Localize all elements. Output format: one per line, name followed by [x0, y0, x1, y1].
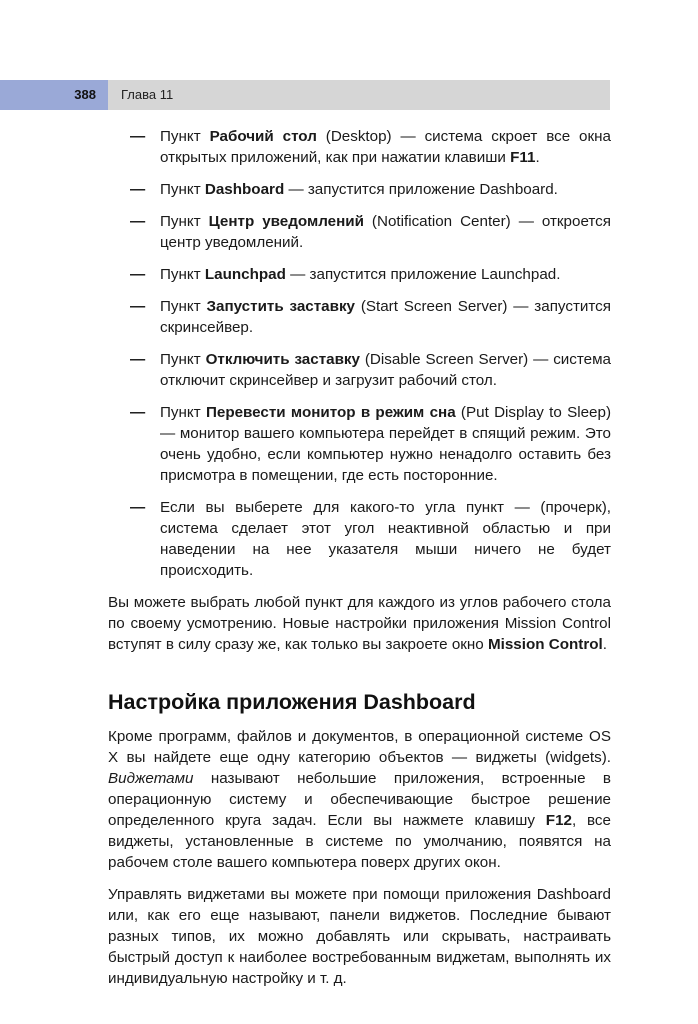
list-item: — Пункт Отключить заставку (Disable Screen Server) — система отключит скринсейвер и загрузит рабочий стол. — [130, 351, 611, 389]
dash-bullet: — — [130, 128, 146, 145]
dash-bullet: — — [130, 404, 146, 421]
dash-bullet: — — [130, 266, 146, 283]
dash-bullet: — — [130, 298, 146, 315]
list-item: — Пункт Launchpad — запустится приложение Launchpad. — [130, 266, 561, 283]
running-header — [0, 80, 610, 110]
page-number-box — [0, 80, 108, 110]
list-item: — Пункт Рабочий стол (Desktop) — система скроет все окна открытых приложений, как при нажатии клавиши F11. — [130, 128, 611, 166]
list-item: — Пункт Dashboard — запустится приложение Dashboard. — [130, 181, 558, 198]
paragraph-widgets-intro: Кроме программ, файлов и документов, в операционной системе OS X вы найдете еще одну категорию объектов — виджеты (widgets). Виджетами называют небольшие приложения, встроенные в операционную систему и обеспечивающие быстрое решение определенного круга задач. Если вы нажмете клавишу F12, все виджеты, установленные в системе по умолчанию, появятся на рабочем столе вашего компьютера поверх других окон. — [108, 728, 611, 871]
dash-bullet: — — [130, 181, 146, 198]
dash-bullet: — — [130, 213, 146, 230]
page-body — [108, 126, 611, 989]
page-number: 388 — [74, 87, 96, 102]
list-item: — Пункт Центр уведомлений (Notification Center) — откроется центр уведомлений. — [130, 213, 611, 251]
chapter-label: Глава 11 — [121, 87, 174, 102]
dash-bullet: — — [130, 499, 146, 516]
hot-corner-options-list — [108, 126, 611, 581]
list-item: — Пункт Запустить заставку (Start Screen Server) — запустится скринсейвер. — [130, 298, 611, 336]
list-item: — Если вы выберете для какого-то угла пункт — (прочерк), система сделает этот угол неактивной областью и при наведении на нее указателя мыши ничего не будет происходить. — [130, 499, 611, 579]
dash-bullet: — — [130, 351, 146, 368]
paragraph-mission-control: Вы можете выбрать любой пункт для каждого из углов рабочего стола по своему усмотрению. Новые настройки приложения Mission Control вступят в силу сразу же, как только вы закроете окно Mission Control. — [108, 594, 611, 653]
list-item: — Пункт Перевести монитор в режим сна (Put Display to Sleep) — монитор вашего компьютера перейдет в спящий режим. Это очень удобно, если компьютер нужно ненадолго оставить без присмотра в помещении, где есть посторонние. — [130, 404, 611, 484]
section-title: Настройка приложения Dashboard — [108, 690, 476, 714]
paragraph-dashboard-usage: Управлять виджетами вы можете при помощи приложения Dashboard или, как его еще называют, панели виджетов. Последние бывают разных типов, их можно добавлять или скрывать, настраивать быстрый доступ к наиболее востребованным виджетам, выполнять их индивидуальную настройку и т. д. — [108, 886, 611, 987]
